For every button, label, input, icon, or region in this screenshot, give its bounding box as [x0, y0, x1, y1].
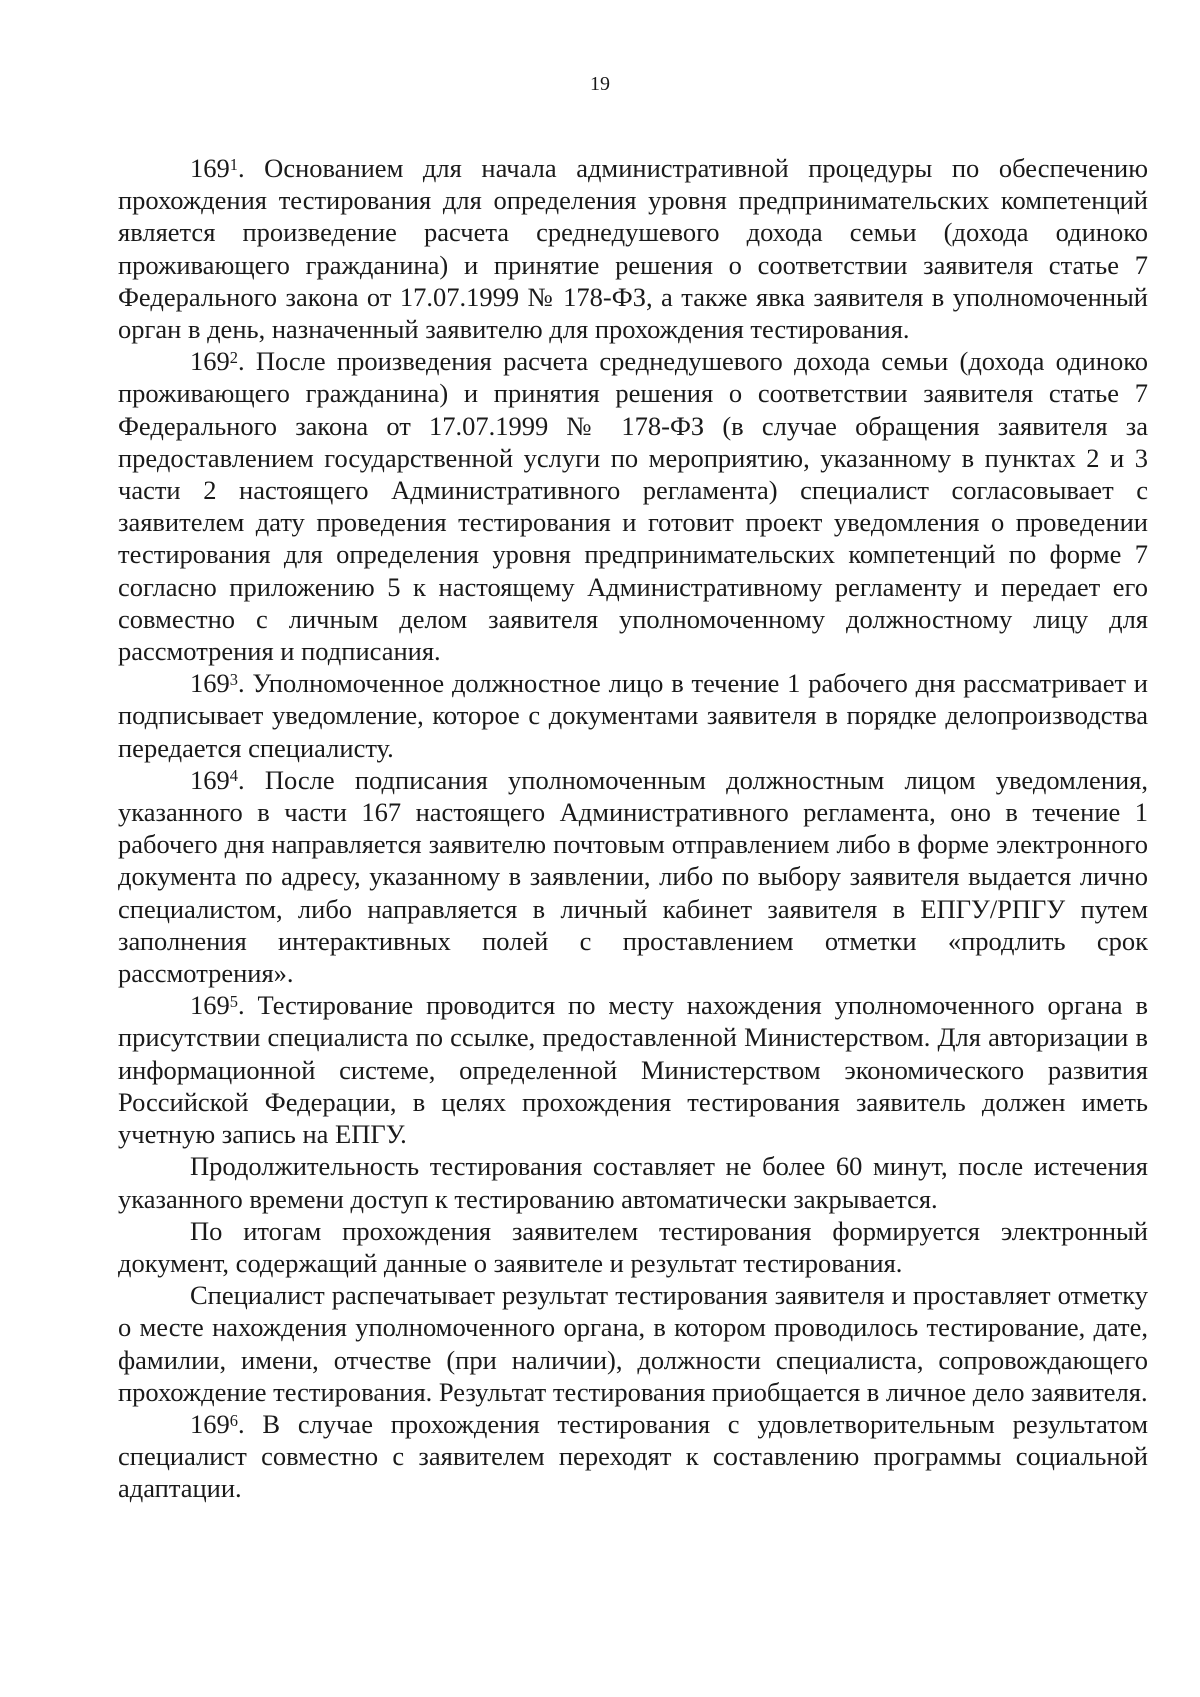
paragraph-text: . Уполномоченное должностное лицо в течение 1 рабочего дня рассматривает и подписывает уведомление, которое с документами заявителя в порядке делопроизводства передается специалисту. — [118, 668, 1148, 763]
paragraph-superscript: 3 — [229, 669, 238, 689]
paragraph-text: . Тестирование проводится по месту нахождения уполномоченного органа в присутствии специалиста по ссылке, предоставленной Министерством. Для авторизации в информационной системе, определенной Министерством экономического развития Российской Федерации, в целях прохождения тестирования заявитель должен иметь учетную запись на ЕПГУ. — [118, 990, 1148, 1150]
paragraph-169-4 — [118, 764, 1148, 989]
paragraph-number: 169 — [190, 990, 230, 1021]
paragraph-superscript: 1 — [229, 154, 238, 174]
paragraph-print — [118, 1279, 1148, 1408]
paragraph-169-2 — [118, 345, 1148, 667]
paragraph-text: . После произведения расчета среднедушевого дохода семьи (дохода одиноко проживающего гражданина) и принятия решения о соответствии заявителя статье 7 Федерального закона от 17.07.1999 № 178-ФЗ (в случае обращения заявителя за предоставлением государственной услуги по мероприятию, указанному в пунктах 2 и 3 части 2 настоящего Административного регламента) специалист согласовывает с заявителем дату проведения тестирования и готовит проект уведомления о проведении тестирования для определения уровня предпринимательских компетенций по форме 7 согласно приложению 5 к настоящему Административному регламенту и передает его совместно с личным делом заявителя уполномоченному должностному лицу для рассмотрения и подписания. — [118, 346, 1148, 667]
paragraph-169-3 — [118, 667, 1148, 764]
paragraph-superscript: 6 — [229, 1410, 238, 1430]
paragraph-text: . После подписания уполномоченным должностным лицом уведомления, указанного в части 167 настоящего Административного регламента, оно в течение 1 рабочего дня направляется заявителю почтовым отправлением либо в форме электронного документа по адресу, указанному в заявлении, либо по выбору заявителя выдается лично специалистом, либо направляется в личный кабинет заявителя в ЕПГУ/РПГУ путем заполнения интерактивных полей с проставлением отметки «продлить срок рассмотрения». — [118, 764, 1148, 989]
paragraph-text: . Основанием для начала административной процедуры по обеспечению прохождения тестирования для определения уровня предпринимательских компетенций является произведение расчета среднедушевого дохода семьи (дохода одиноко проживающего гражданина) и принятие решения о соответствии заявителя статье 7 Федерального закона от 17.07.1999 № 178-ФЗ, а также явка заявителя в уполномоченный орган в день, назначенный заявителю для прохождения тестирования. — [118, 153, 1148, 345]
paragraph-text: . В случае прохождения тестирования с удовлетворительным результатом специалист совместно с заявителем переходят к составлению программы социальной адаптации. — [118, 1408, 1148, 1504]
paragraph-169-5 — [118, 989, 1148, 1150]
paragraph-169-6 — [118, 1408, 1148, 1505]
paragraph-superscript: 4 — [229, 766, 238, 786]
paragraph-text: По итогам прохождения заявителем тестирования формируется электронный документ, содержащий данные о заявителе и результат тестирования. — [118, 1215, 1148, 1278]
document-body — [118, 152, 1148, 1505]
paragraph-text: Продолжительность тестирования составляет не более 60 минут, после истечения указанного времени доступ к тестированию автоматически закрывается. — [118, 1151, 1148, 1214]
paragraph-number: 169 — [190, 153, 230, 183]
page-number: 19 — [590, 73, 610, 95]
paragraph-superscript: 5 — [229, 991, 238, 1011]
paragraph-number: 169 — [190, 764, 230, 795]
paragraph-text: Специалист распечатывает результат тестирования заявителя и проставляет отметку о месте нахождения уполномоченного органа, в котором проводилось тестирование, дате, фамилии, имени, отчестве (при наличии), должности специалиста, сопровождающего прохождение тестирования. Результат тестирования приобщается в личное дело заявителя. — [118, 1280, 1148, 1407]
paragraph-number: 169 — [190, 346, 230, 377]
paragraph-superscript: 2 — [229, 347, 238, 367]
paragraph-169-1 — [118, 152, 1148, 345]
paragraph-results — [118, 1215, 1148, 1279]
paragraph-duration — [118, 1150, 1148, 1214]
paragraph-number: 169 — [190, 668, 230, 699]
paragraph-number: 169 — [190, 1408, 230, 1439]
